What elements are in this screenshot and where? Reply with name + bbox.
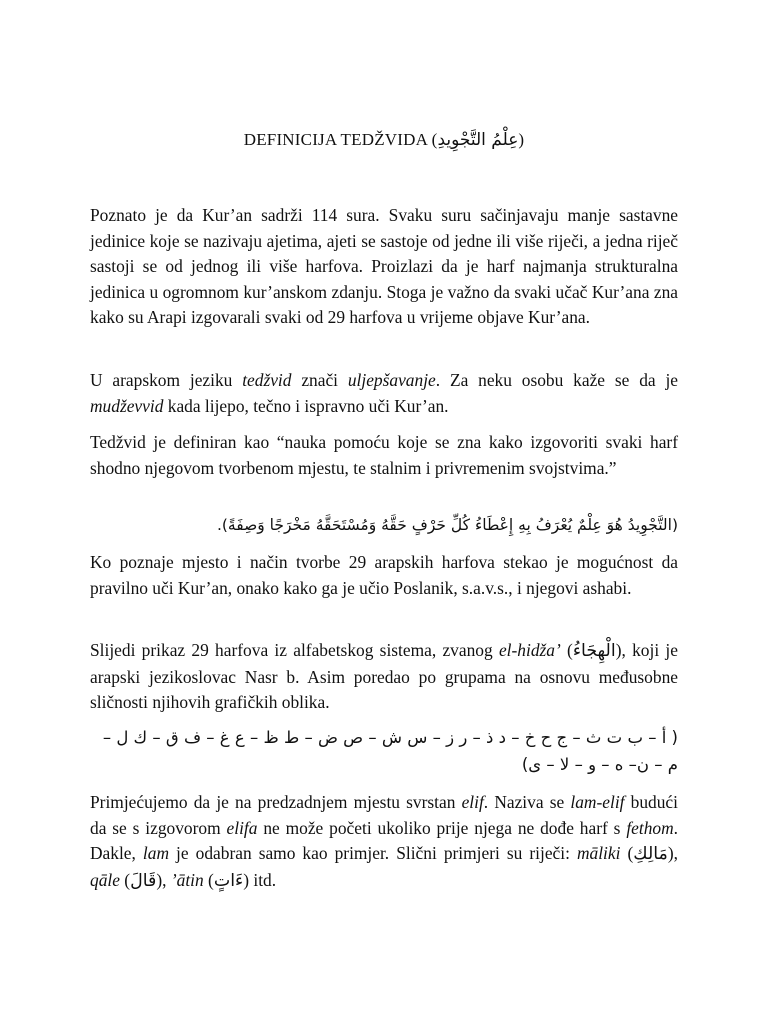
text-run: ), — [667, 843, 678, 863]
term-elifa: elifa — [226, 817, 258, 838]
term-tedzvid: tedžvid — [242, 370, 292, 390]
page-title — [90, 130, 678, 150]
text-run: U arapskom jeziku — [90, 370, 243, 390]
text-run: je odabran samo kao primjer. Slični primjeri su riječi: — [169, 843, 577, 863]
term-el-hidza: el-hidža’ — [498, 640, 561, 660]
text-run: Primjećujemo da je na predzadnjem mjestu svrstan — [90, 792, 462, 812]
paragraph-knowledge: Ko poznaje mjesto i način tvorbe 29 arapskih harfova stekao je mogućnost da pravilno uči Kur’an, onako kako ga je učio Poslanik, s.a.v.s., i njegovi ashabi. — [90, 552, 678, 598]
text-run: ( — [203, 869, 214, 890]
term-uljepsavanje: uljepšavanje — [347, 370, 436, 390]
arabic-atin: ءَاتٍ — [213, 870, 244, 891]
term-lam: lam — [142, 843, 170, 863]
paragraph-lam-elif — [90, 790, 678, 894]
text-run: ), — [156, 869, 171, 890]
arabic-maliki: مَالِكِ — [633, 844, 668, 864]
title-text: DEFINICIJA TEDŽVIDA ( — [243, 130, 438, 149]
term-fethom: fethom — [626, 817, 674, 838]
arabic-definition: (التَّجْوِيدُ هُوَ عِلْمٌ يُعْرَفُ بِهِ إِعْطَاءُ كُلِّ حَرْفٍ حَقَّهُ وَمُسْتَحَقَّهُ مَخْرَجًا وَصِفَةً). — [216, 516, 678, 534]
text-run: ), koji je arapski jezikoslovac Nasr b. Asim poredao po grupama na osnovu međusobne sličnosti njihovih grafičkih oblika. — [90, 640, 678, 712]
text-run: budući da se s izgovorom — [90, 792, 678, 838]
text-run: kada lijepo, tečno i ispravno uči Kur’an. — [163, 395, 449, 416]
text-run: Slijedi prikaz 29 harfova iz alfabetskog sistema, zvanog — [90, 640, 499, 660]
text-run: . Naziva se — [483, 792, 571, 812]
text-run: ) itd. — [243, 869, 277, 890]
arabic-hidza: الْهِجَاءُ — [572, 641, 616, 661]
text-run: znači — [291, 370, 348, 390]
arabic-qale: قَالَ — [130, 870, 157, 891]
term-mudzevvid: mudževvid — [90, 395, 164, 416]
paragraph-quote: Tedžvid je definiran kao “nauka pomoću koje se zna kako izgovoriti svaki harf shodno njegovom tvorbenom mjestu, te stalnim i privremenim svojstvima.” — [90, 432, 678, 478]
term-lam-elif: lam-elif — [570, 792, 625, 812]
paragraph-alphabet — [90, 638, 678, 716]
text-run: ( — [620, 843, 634, 863]
text-run: . Za neku osobu kaže se da je — [435, 370, 679, 390]
text-run: ne može početi ukoliko prije njega ne dođe harf s — [257, 817, 627, 838]
text-run: . Dakle, — [90, 817, 679, 863]
text-run: ( — [560, 640, 573, 660]
term-elif: elif — [461, 792, 484, 812]
paragraph-intro: Poznato je da Kur’an sadrži 114 sura. Svaku suru sačinjavaju manje sastavne jedinice koje se nazivaju ajetima, ajeti se sastoje od jedne ili više riječi, a jedna riječ sastoji se od jednog ili više harfova. Proizlazi da je harf najmanja strukturalna jedinica u ogromnom kur’anskom zdanju. Stoga je važno da svaki učač Kur’ana zna kako su Arapi izgovarali svaki od 29 harfova u vrijeme objave Kur’ana. — [90, 205, 678, 327]
letters-line-2: م – ن– ه – و – لا – ى) — [521, 755, 678, 774]
term-atin: ’ātin — [170, 869, 204, 890]
title-arabic: عِلْمُ التَّجْوِيدِ — [437, 130, 519, 150]
title-close: ) — [518, 130, 525, 149]
paragraph-definition — [90, 368, 678, 419]
text-run: ( — [119, 869, 131, 890]
letters-line-1: ( أ – ب ت ث – ج ح خ – د ذ – ر ز – س ش – ص ض – ط ظ – ع غ – ف ق – ك ل – — [102, 728, 678, 747]
term-qale: qāle — [90, 869, 120, 890]
term-maliki: māliki — [576, 843, 621, 863]
